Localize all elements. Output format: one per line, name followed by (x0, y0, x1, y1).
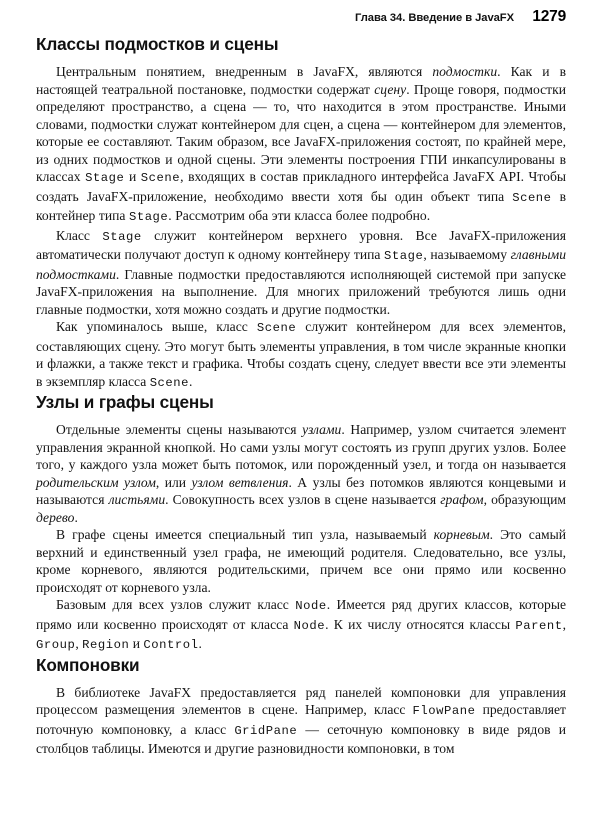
text-fragment: Отдельные элементы сцены называются (56, 422, 303, 437)
text-fragment: . (198, 636, 202, 651)
text-fragment: служит контейнером для всех элементов, составляющих сцену. Это могут быть элементы управления, в том числе экранные кнопки и флажки, а также текст и графика. Чтобы создать сцену, следует ввести все эти элементы в экземпляр класса (36, 319, 566, 389)
code-class-scene: Scene (512, 190, 552, 205)
text-fragment: . К их числу относятся классы (325, 616, 516, 632)
text-fragment: предоставляет поточную компоновку, а класс (36, 702, 566, 737)
text-fragment: . Это самый верхний и единственный узел графа, не имеющий родителя. Следовательно, все узлы, кроме корневого, являются родительскими, причем все они прямо или косвенно происходят от корневого узла. (36, 527, 566, 595)
code-class-scene: Scene (149, 375, 190, 390)
code-class-stage: Stage (128, 210, 169, 224)
emphasis-term: подмостки (432, 64, 498, 79)
paragraph-stage-intro (36, 63, 566, 227)
code-class-node: Node (293, 618, 326, 633)
emphasis-term: узлом ветвления (191, 474, 289, 490)
emphasis-term: дерево (36, 509, 75, 525)
page-content (36, 34, 566, 758)
text-fragment: и (124, 169, 141, 184)
code-class-group: Group (36, 638, 76, 652)
code-class-stage: Stage (85, 171, 125, 185)
paragraph-node-class (36, 596, 566, 655)
paragraph-root-node (36, 526, 566, 596)
code-class-scene: Scene (140, 171, 181, 185)
emphasis-term: главными подмостками (36, 247, 567, 282)
text-fragment: . Например, узлом считается элемент управления экранной кнопкой. Но сами узлы могут состоять из групп других узлов. Более того, у каждого узла может быть потомок, или порожденный узел, и тогда он называется (36, 422, 567, 472)
emphasis-term: родительским узлом (36, 474, 156, 490)
text-fragment: Базовым для всех узлов служит класс (56, 597, 296, 612)
text-fragment: , (562, 616, 566, 632)
text-fragment: Как упоминалось выше, класс (56, 319, 257, 334)
emphasis-term: листьями (108, 492, 166, 507)
code-class-gridpane: GridPane (234, 723, 298, 738)
text-fragment: . А узлы без потомков являются концевыми и называются (36, 474, 566, 507)
text-fragment: и (129, 636, 144, 651)
text-fragment: . (189, 373, 193, 389)
running-header (36, 8, 566, 28)
text-fragment: служит контейнером верхнего уровня. Все JavaFX-приложения автоматически получают доступ к одному контейнеру типа (36, 227, 566, 262)
text-fragment: — сеточную компоновку в виде рядов и столбцов таблицы. Имеются и другие разновидности компоновки, в том (36, 721, 567, 756)
text-fragment: . Проще говоря, подмостки определяют пространство, а сцена — то, что находится в этом пространстве. Иными словами, подмостки служат контейнером для сцен, а сцена — контейнером для элементов, которые ее составляют. Таким образом, все JavaFX-приложения состоят, по крайней мере, из одних подмостков и одной сцены. Эти элементы построения ГПИ инкапсулированы в классах (36, 81, 567, 184)
code-class-stage: Stage (102, 229, 142, 244)
chapter-title: Глава 34. Введение в JavaFX (355, 12, 514, 24)
text-fragment: . Как и в настоящей театральной постановке, подмостки содержат (36, 64, 567, 97)
text-fragment: , или (155, 474, 192, 490)
paragraph-layout-panes (36, 684, 566, 758)
emphasis-term: сцену (374, 81, 407, 97)
section-heading-stage-scene: Классы подмостков и сцены (36, 34, 279, 54)
code-class-node: Node (295, 599, 327, 613)
code-class-scene: Scene (256, 321, 297, 335)
code-class-control: Control (143, 638, 199, 652)
code-class-parent: Parent (515, 618, 563, 633)
text-fragment: Центральным понятием, внедренным в JavaFX, являются (56, 64, 433, 79)
section-heading-nodes-graphs: Узлы и графы сцены (36, 392, 214, 412)
emphasis-term: графом (440, 492, 484, 507)
text-fragment: В графе сцены имеется специальный тип узла, называемый (56, 527, 434, 542)
paragraph-scene-container (36, 318, 566, 392)
code-class-stage: Stage (384, 249, 424, 263)
text-fragment: . (74, 509, 78, 525)
text-fragment: . Главные подмостки предоставляются исполняющей системой при запуске JavaFX-приложения на выполнение. Для многих приложений требуются лишь одни главные подмостки, хотя можно создать и другие подмостки. (36, 266, 566, 317)
text-fragment: . Совокупность всех узлов в сцене называется (165, 492, 441, 507)
text-fragment: . Рассмотрим оба эти класса более подробно. (168, 208, 431, 223)
emphasis-term: корневым (433, 527, 490, 542)
emphasis-term: узлами (302, 422, 342, 437)
paragraph-stage-toplevel (36, 227, 566, 319)
text-fragment: , входящих в состав прикладного интерфейса JavaFX API. Чтобы создать JavaFX-приложение, необходимо ввести хотя бы один объект типа (36, 169, 567, 204)
text-fragment: В библиотеке JavaFX предоставляется ряд панелей компоновки для управления процессом размещения элементов в сцене. Например, класс (36, 684, 566, 717)
code-class-region: Region (82, 638, 130, 652)
section-heading-layouts: Компоновки (36, 654, 140, 675)
text-fragment: , образующим (483, 492, 566, 507)
text-fragment: в контейнер типа (36, 188, 567, 223)
code-class-flowpane: FlowPane (412, 704, 476, 718)
text-fragment: . Имеется ряд других классов, которые прямо или косвенно происходят от класса (36, 597, 567, 632)
text-fragment: , (75, 636, 83, 651)
page-number: 1279 (532, 8, 566, 25)
paragraph-nodes-intro (36, 421, 566, 526)
text-fragment: , называемому (423, 247, 511, 262)
text-fragment: Класс (56, 227, 103, 243)
